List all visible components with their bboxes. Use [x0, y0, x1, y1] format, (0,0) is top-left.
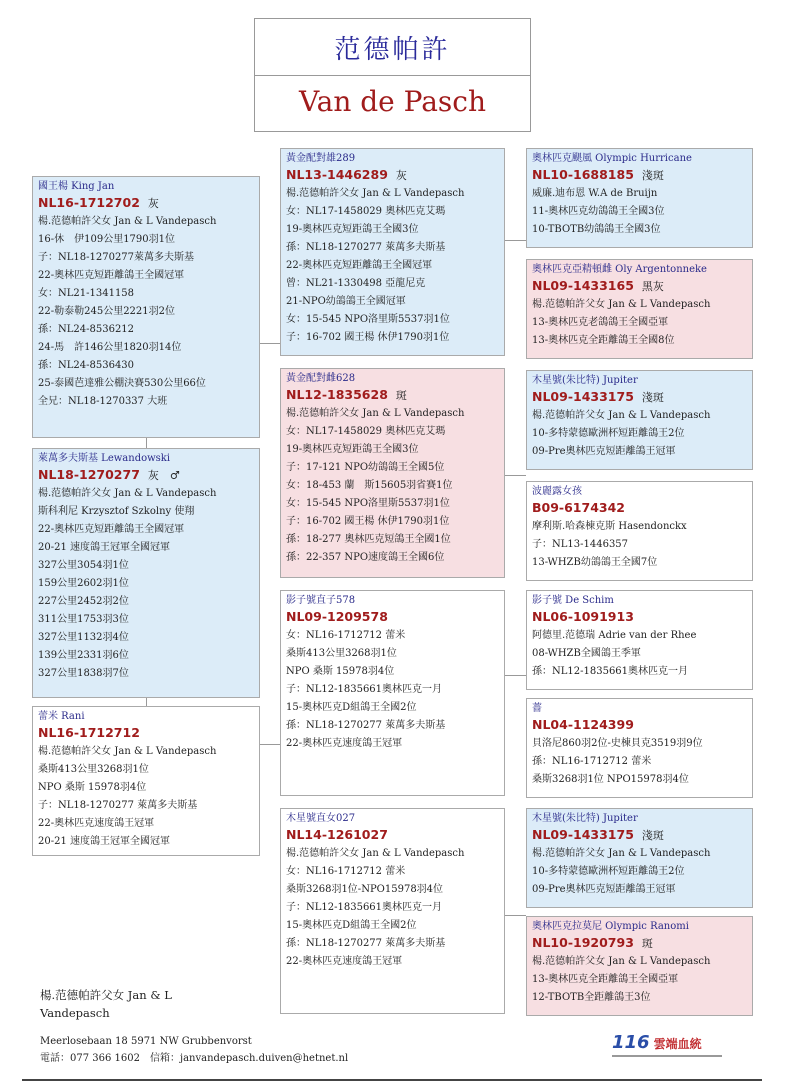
- ring-number: [532, 499, 747, 518]
- pedigree-card-dsd: [526, 698, 753, 798]
- card-line: 15-奧林匹克D組鴿王全國2位: [286, 702, 417, 713]
- ring-number-text: NL18-1270277: [38, 467, 140, 482]
- card-line: 25-泰國芭達雅公棚決賽530公里66位: [38, 378, 206, 389]
- card-line: 女：NL21-1341158: [38, 288, 135, 299]
- ring-number: [286, 826, 499, 845]
- card-line: 11-奧林匹克幼鴿鴿王全國3位: [532, 206, 665, 217]
- pigeon-name: 木星號(朱比特) Jupiter: [532, 375, 638, 386]
- pigeon-color: 淺斑: [641, 829, 664, 842]
- card-line: 22-勒泰勒245公里2221羽2位: [38, 306, 176, 317]
- card-line: 楊.范德帕許父女 Jan & L Vandepasch: [532, 956, 711, 967]
- card-line: 22-奧林匹克短距離鴿王全國冠軍: [286, 260, 433, 271]
- card-line: 13-奧林匹克全距離鴿王全國亞軍: [532, 974, 679, 985]
- pigeon-name: 萊萬多夫斯基 Lewandowski: [38, 453, 171, 464]
- pedigree-card-dam-dam: [280, 808, 505, 1014]
- card-line: 13-奧林匹克老鴿鴿王全國亞軍: [532, 317, 669, 328]
- pedigree-card-ssd: [526, 259, 753, 359]
- card-line: 227公里2452羽2位: [38, 596, 129, 607]
- card-line: 楊.范德帕許父女 Jan & L Vandepasch: [38, 746, 217, 757]
- pedigree-card-sds: [526, 370, 753, 470]
- pedigree-card-dds: [526, 808, 753, 908]
- ring-number-text: NL04-1124399: [532, 717, 634, 732]
- connector-line: [259, 744, 280, 745]
- card-line: 22-奧林匹克速度鴿王冠軍: [38, 818, 155, 829]
- ring-number-text: NL09-1433175: [532, 389, 634, 404]
- pedigree-card-ddd: [526, 916, 753, 1016]
- card-line: 女：NL17-1458029 奧林匹克艾瑪: [286, 206, 446, 217]
- ring-number: [38, 724, 254, 743]
- card-line: 楊.范德帕許父女 Jan & L Vandepasch: [532, 848, 711, 859]
- connector-line: [504, 675, 526, 676]
- ring-number: [532, 934, 747, 953]
- address-line: Meerlosebaan 18 5971 NW Grubbenvorst: [40, 1036, 252, 1047]
- pigeon-color: 斑: [641, 937, 653, 950]
- card-line: 孫：NL18-1270277 萊萬多夫斯基: [286, 242, 446, 253]
- pedigree-card-sdd: [526, 481, 753, 581]
- ring-number-text: NL09-1433165: [532, 278, 634, 293]
- pigeon-color: 灰: [395, 169, 407, 182]
- card-line: 20-21 速度鴿王冠軍全國冠軍: [38, 836, 171, 847]
- ring-number-text: NL16-1712712: [38, 725, 140, 740]
- card-line: 貝洛尼860羽2位-史棟貝克3519羽9位: [532, 738, 703, 749]
- ring-number: [532, 388, 747, 407]
- pedigree-card-sss: [526, 148, 753, 248]
- card-line: 孫：NL18-1270277 萊萬多夫斯基: [286, 938, 446, 949]
- card-line: 10-TBOTB幼鴿鴿王全國3位: [532, 224, 661, 235]
- connector-line: [504, 475, 526, 476]
- card-line: 10-多特蒙德歐洲杯短距離鴿王2位: [532, 866, 685, 877]
- connector-line: [146, 437, 147, 448]
- card-line: 楊.范德帕許父女 Jan & L Vandepasch: [532, 410, 711, 421]
- logo-number: 116: [612, 1032, 650, 1053]
- ring-number: [286, 166, 499, 185]
- pigeon-name: 影子號 De Schim: [532, 595, 614, 606]
- card-line: 08-WHZB全國鴿王季軍: [532, 648, 641, 659]
- card-line: 子：NL12-1835661奧林匹克一月: [286, 902, 443, 913]
- card-line: 09-Pre奧林匹克短距離鴿王冠軍: [532, 446, 676, 457]
- connector-line: [504, 240, 526, 241]
- pigeon-color: 灰: [147, 197, 159, 210]
- pedigree-card-dam: [32, 706, 260, 856]
- ring-number: [286, 608, 499, 627]
- ring-number-text: NL10-1688185: [532, 167, 634, 182]
- card-line: NPO 桑斯 15978羽4位: [38, 782, 147, 793]
- pigeon-name: 木星號直女027: [286, 813, 356, 824]
- ring-number-text: NL16-1712702: [38, 195, 140, 210]
- card-line: 12-TBOTB全距離鴿王3位: [532, 992, 651, 1003]
- contact-line: 電話：077 366 1602 信箱：janvandepasch.duiven@hetnet.nl: [40, 1053, 349, 1064]
- card-line: 13-WHZB幼鴿鴿王全國7位: [532, 557, 658, 568]
- connector-line: [504, 915, 526, 916]
- card-line: 子：NL12-1835661奧林匹克一月: [286, 684, 443, 695]
- card-line: 22-奧林匹克速度鴿王冠軍: [286, 738, 403, 749]
- pedigree-card-sire-sire: [280, 148, 505, 356]
- pigeon-name: 波麗露女孩: [532, 486, 582, 497]
- pigeon-color: 斑: [395, 389, 407, 402]
- card-line: 15-奧林匹克D組鴿王全國2位: [286, 920, 417, 931]
- card-line: 桑斯3268羽1位-NPO15978羽4位: [286, 884, 444, 895]
- card-line: 楊.范德帕許父女 Jan & L Vandepasch: [532, 299, 711, 310]
- pigeon-name: 影子號直子578: [286, 595, 356, 606]
- connector-line: [259, 343, 280, 344]
- card-line: 桑斯3268羽1位 NPO15978羽4位: [532, 774, 689, 785]
- card-line: 子：NL18-1270277萊萬多夫斯基: [38, 252, 195, 263]
- card-line: 曾：NL21-1330498 亞龍尼克: [286, 278, 426, 289]
- card-line: 女：NL16-1712712 蕾米: [286, 630, 406, 641]
- pedigree-card-dam-sire: [280, 590, 505, 796]
- pigeon-name: 黃金配對雄289: [286, 153, 356, 164]
- logo-underline: [612, 1055, 722, 1057]
- bottom-divider: [22, 1079, 762, 1081]
- ring-number-text: NL06-1091913: [532, 609, 634, 624]
- ring-number: [532, 716, 747, 735]
- ring-number: [532, 277, 747, 296]
- card-line: 21-NPO幼鴿鴿王全國冠軍: [286, 296, 406, 307]
- card-line: 子：16-702 國王楊 休伊1790羽1位: [286, 332, 450, 343]
- card-line: 13-奧林匹克全距離鴿王全國8位: [532, 335, 675, 346]
- card-line: 子：NL13-1446357: [532, 539, 629, 550]
- ring-number-text: NL12-1835628: [286, 387, 388, 402]
- card-line: 139公里2331羽6位: [38, 650, 129, 661]
- title-box: [254, 18, 531, 132]
- pigeon-color: 灰 ♂: [147, 469, 180, 482]
- card-line: 孫：NL18-1270277 萊萬多夫斯基: [286, 720, 446, 731]
- ring-number: [532, 608, 747, 627]
- page-title-chinese: 范德帕許: [334, 35, 451, 65]
- card-line: 阿德里.范德瑞 Adrie van der Rhee: [532, 630, 697, 641]
- card-line: 楊.范德帕許父女 Jan & L Vandepasch: [38, 488, 217, 499]
- card-line: 孫：NL24-8536430: [38, 360, 135, 371]
- ring-number: [532, 826, 747, 845]
- ring-number-text: NL09-1433175: [532, 827, 634, 842]
- card-line: 桑斯413公里3268羽1位: [38, 764, 149, 775]
- card-line: 子：16-702 國王楊 休伊1790羽1位: [286, 516, 450, 527]
- connector-line: [146, 698, 147, 706]
- card-line: 22-奧林匹克短距離鴿王全國冠軍: [38, 524, 185, 535]
- pigeon-color: 淺斑: [641, 391, 664, 404]
- pedigree-card-son: [32, 448, 260, 698]
- card-line: 威廉.迪布恩 W.A de Bruijn: [532, 188, 658, 199]
- card-line: 楊.范德帕許父女 Jan & L Vandepasch: [286, 408, 465, 419]
- pigeon-name: 薔: [532, 703, 542, 714]
- card-line: NPO 桑斯 15978羽4位: [286, 666, 395, 677]
- card-line: 20-21 速度鴿王冠軍全國冠軍: [38, 542, 171, 553]
- ring-number: [38, 194, 254, 213]
- pigeon-name: 國王楊 King Jan: [38, 181, 115, 192]
- ring-number: [532, 166, 747, 185]
- card-line: 摩利斯.哈森棟克斯 Hasendonckx: [532, 521, 687, 532]
- pedigree-card-dss: [526, 590, 753, 690]
- card-line: 桑斯413公里3268羽1位: [286, 648, 397, 659]
- pedigree-card-sire-dam: [280, 368, 505, 578]
- title-divider: [255, 75, 530, 76]
- page-title-english: Van de Pasch: [298, 85, 487, 118]
- card-line: 女：15-545 NPO洛里斯5537羽1位: [286, 314, 450, 325]
- owner-name: 楊.范德帕許父女 Jan & L Vandepasch: [40, 988, 172, 1020]
- card-line: 327公里3054羽1位: [38, 560, 129, 571]
- card-line: 孫：22-357 NPO速度鴿王全國6位: [286, 552, 445, 563]
- logo-text: 雲端血統: [653, 1037, 702, 1051]
- pigeon-name: 黃金配對雌628: [286, 373, 356, 384]
- contact-block: [40, 1033, 348, 1067]
- card-line: 19-奧林匹克短距鴿王全國3位: [286, 224, 419, 235]
- card-line: 22-奧林匹克短距離鴿王全國冠軍: [38, 270, 185, 281]
- pigeon-name: 蕾米 Rani: [38, 711, 85, 722]
- card-line: 10-多特蒙德歐洲杯短距離鴿王2位: [532, 428, 685, 439]
- card-line: 327公里1838羽7位: [38, 668, 129, 679]
- pedigree-card-sire: [32, 176, 260, 438]
- ring-number-text: B09-6174342: [532, 500, 625, 515]
- pigeon-color: 淺斑: [641, 169, 664, 182]
- card-line: 女：NL16-1712712 蕾米: [286, 866, 406, 877]
- ring-number: [286, 386, 499, 405]
- card-line: 24-馬 許146公里1820羽14位: [38, 342, 182, 353]
- card-line: 女：NL17-1458029 奧林匹克艾瑪: [286, 426, 446, 437]
- ring-number-text: NL09-1209578: [286, 609, 388, 624]
- card-line: 孫：NL12-1835661奧林匹克一月: [532, 666, 689, 677]
- card-line: 女：15-545 NPO洛里斯5537羽1位: [286, 498, 450, 509]
- card-line: 22-奧林匹克速度鴿王冠軍: [286, 956, 403, 967]
- card-line: 09-Pre奧林匹克短距離鴿王冠軍: [532, 884, 676, 895]
- ring-number-text: NL14-1261027: [286, 827, 388, 842]
- card-line: 159公里2602羽1位: [38, 578, 129, 589]
- card-line: 楊.范德帕許父女 Jan & L Vandepasch: [286, 188, 465, 199]
- card-line: 327公里1132羽4位: [38, 632, 129, 643]
- ring-number-text: NL10-1920793: [532, 935, 634, 950]
- card-line: 子：NL18-1270277 萊萬多夫斯基: [38, 800, 198, 811]
- pigeon-name: 木星號(朱比特) Jupiter: [532, 813, 638, 824]
- pigeon-name: 奧林匹克拉莫尼 Olympic Ranomi: [532, 921, 689, 932]
- pigeon-color: 黑灰: [641, 280, 664, 293]
- card-line: 311公里1753羽3位: [38, 614, 129, 625]
- card-line: 楊.范德帕許父女 Jan & L Vandepasch: [286, 848, 465, 859]
- card-line: 子：17-121 NPO幼鴿鴿王全國5位: [286, 462, 445, 473]
- card-line: 孫：NL16-1712712 蕾米: [532, 756, 652, 767]
- card-line: 全兄：NL18-1270337 大班: [38, 396, 168, 407]
- card-line: 孫：18-277 奧林匹克短鴿王全國1位: [286, 534, 451, 545]
- pigeon-name: 奧林匹克颶風 Olympic Hurricane: [532, 153, 692, 164]
- ring-number: [38, 466, 254, 485]
- card-line: 斯科利尼 Krzysztof Szkolny 使翔: [38, 506, 195, 517]
- pigeon-name: 奧林匹克亞精頓雌 Oly Argentonneke: [532, 264, 707, 275]
- card-line: 女：18-453 蘭 斯15605羽省賽1位: [286, 480, 453, 491]
- card-line: 楊.范德帕許父女 Jan & L Vandepasch: [38, 216, 217, 227]
- card-line: 19-奧林匹克短距鴿王全國3位: [286, 444, 419, 455]
- card-line: 16-休 伊109公里1790羽1位: [38, 234, 176, 245]
- card-line: 孫：NL24-8536212: [38, 324, 135, 335]
- brand-logo: [612, 1032, 702, 1053]
- ring-number-text: NL13-1446289: [286, 167, 388, 182]
